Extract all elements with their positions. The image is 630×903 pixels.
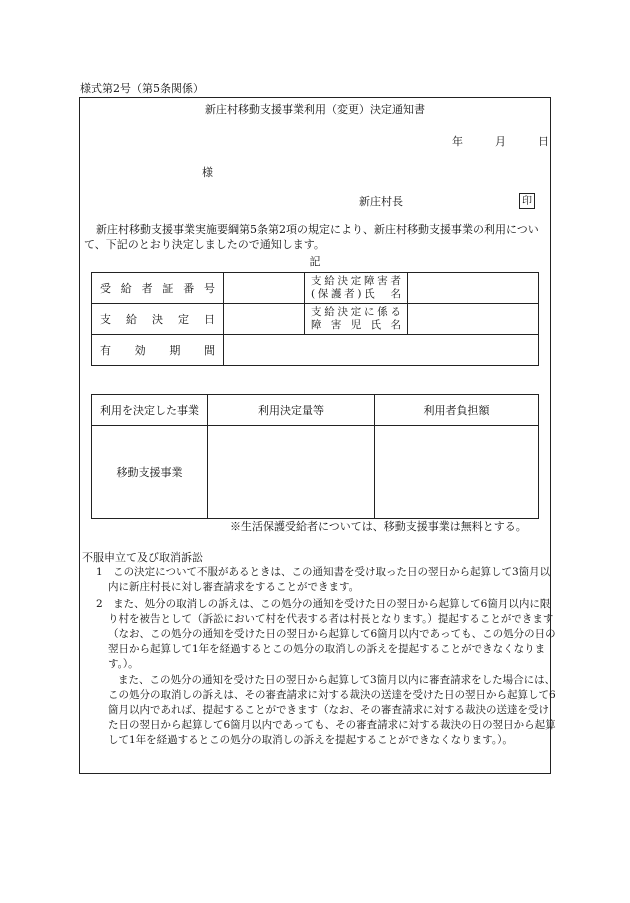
date-line [452, 136, 549, 147]
document-title: 新庄村移動支援事業利用（変更）決定通知書 [205, 103, 425, 116]
addressee-suffix: 様 [202, 166, 213, 179]
issuer-name: 新庄村長 [359, 195, 403, 208]
service-name: 移動支援事業 [92, 426, 208, 519]
service-burden-value [375, 426, 539, 519]
payee-label-line1: 支給決定障害者 [311, 275, 401, 287]
table-row [92, 395, 539, 426]
service-amount-value [208, 426, 375, 519]
recipient-number-label: 受給者証番号 [92, 273, 224, 304]
appeal-heading: 不服申立て及び取消訴訟 [82, 551, 203, 564]
seal-mark: 印 [519, 193, 535, 209]
table-row [92, 273, 539, 304]
validity-label: 有効期間 [92, 335, 224, 366]
table-row [92, 426, 539, 519]
header-amount: 利用決定量等 [208, 395, 375, 426]
header-service: 利用を決定した事業 [92, 395, 208, 426]
header-burden: 利用者負担額 [375, 395, 539, 426]
child-value [408, 304, 539, 335]
welfare-note: ※生活保護受給者については、移動支援事業は無料とする。 [230, 520, 527, 533]
date-month: 月 [495, 135, 506, 148]
appeal-item-3: また、この処分の通知を受けた日の翌日から起算して3箇月以内に審査請求をした場合には、この処分の取消しの訴えは、その審査請求に対する裁決の送達を受けた日の翌日から起算して6箇月以内であれば、提起することができます（なお、その審査請求に対する裁決の送達を受けた日の翌日から起算して6箇月以内であっても、その審査請求に対する裁決の日の翌日から起算して1年を経過するとこの処分の取消しの訴えを提起することができなくなります。）。 [108, 674, 556, 746]
child-label-line2: 障害児氏名 [311, 319, 401, 331]
appeal-item-2: 2 また、処分の取消しの訴えは、この処分の通知を受けた日の翌日から起算して6箇月以内に限り村を被告として（訴訟において村を代表する者は村長となります。）提起することができます（なお、この処分の通知を受けた日の翌日から起算して6箇月以内であっても、この処分の日の翌日から起算して1年を経過するとこの処分の取消しの訴えを提起することができなくなります。）。 [96, 598, 556, 670]
child-label [305, 304, 408, 335]
table-row [92, 335, 539, 366]
validity-value [224, 335, 539, 366]
decision-date-value [224, 304, 305, 335]
payee-label [305, 273, 408, 304]
service-table [91, 394, 539, 519]
body-text: 新庄村移動支援事業実施要綱第5条第2項の規定により、新庄村移動支援事業の利用について、下記のとおり決定しましたので通知します。 [84, 223, 539, 251]
child-label-line1: 支給決定に係る [311, 306, 401, 318]
ki-heading: 記 [309, 255, 321, 268]
decision-date-label: 支給決定日 [92, 304, 224, 335]
table-row [92, 304, 539, 335]
info-table [91, 272, 539, 366]
date-day: 日 [538, 135, 549, 148]
payee-label-line2: (保護者)氏 名 [311, 288, 401, 300]
appeal-item-1: 1 この決定について不服があるときは、この通知書を受け取った日の翌日から起算して3箇月以内に新庄村長に対し審査請求をすることができます。 [96, 566, 551, 593]
payee-value [408, 273, 539, 304]
date-year: 年 [452, 135, 463, 148]
form-label: 様式第2号（第5条関係） [80, 82, 204, 95]
recipient-number-value [224, 273, 305, 304]
